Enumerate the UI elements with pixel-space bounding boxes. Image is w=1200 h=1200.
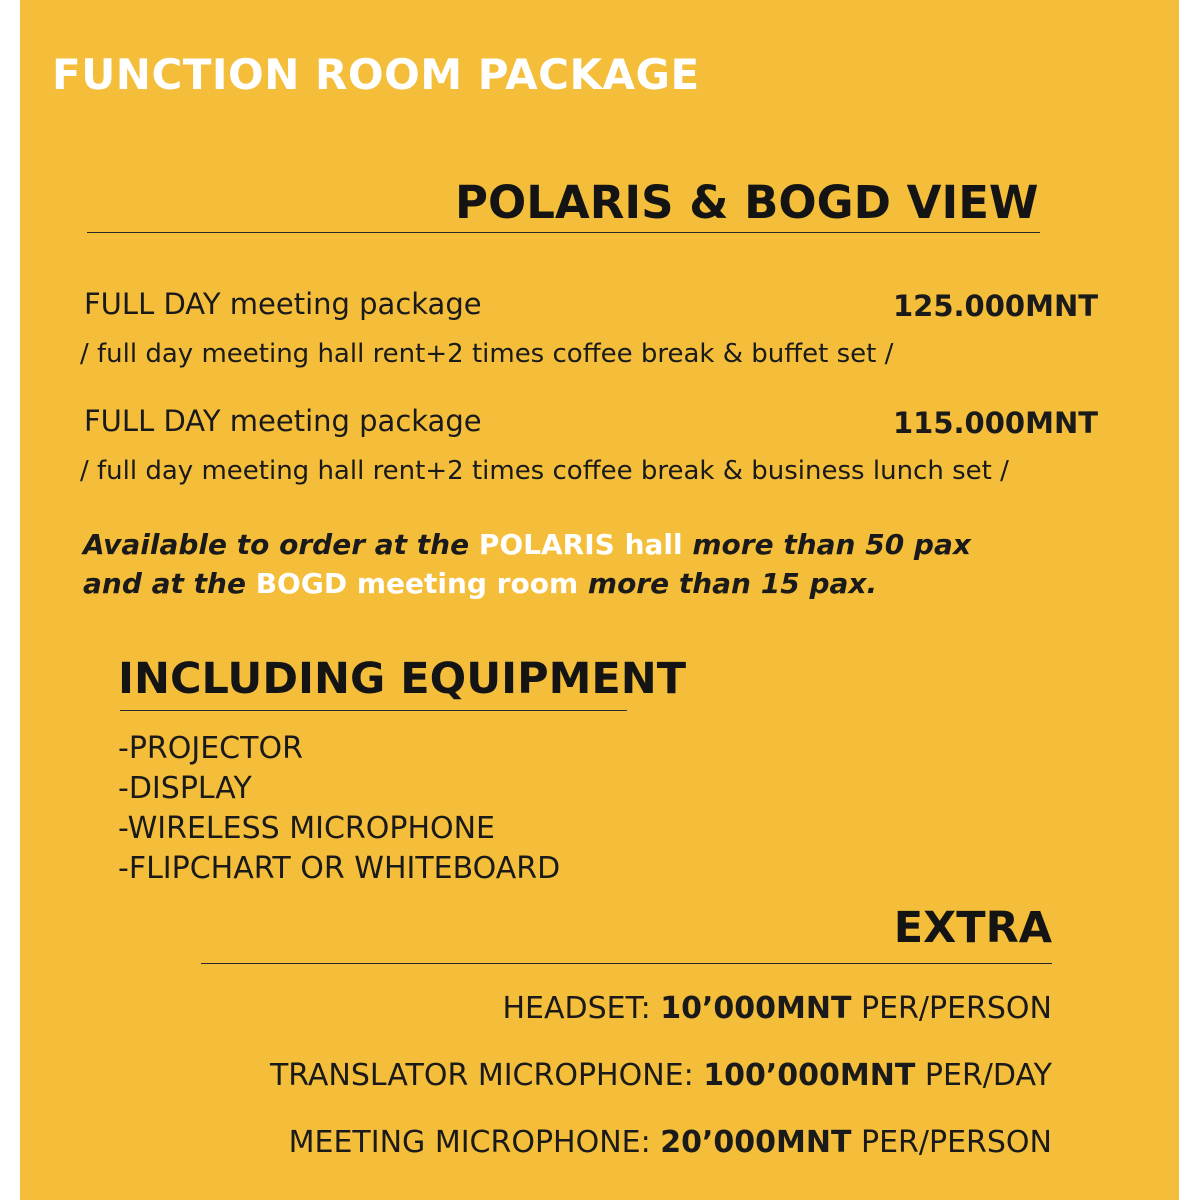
package-description: / full day meeting hall rent+2 times coffee break & business lunch set /: [80, 456, 1009, 486]
extra-divider: [201, 963, 1052, 964]
equipment-item: -FLIPCHART OR WHITEBOARD: [118, 851, 561, 886]
extra-item-unit: PER/PERSON: [851, 991, 1052, 1026]
availability-note-line: [83, 528, 971, 561]
extra-item: [289, 1125, 1052, 1160]
equipment-divider: [120, 710, 627, 711]
extra-item-unit: PER/PERSON: [851, 1125, 1052, 1160]
equipment-item: -DISPLAY: [118, 771, 252, 806]
extra-item-label: TRANSLATOR MICROPHONE:: [269, 1058, 704, 1093]
extra-item-label: HEADSET:: [502, 991, 661, 1026]
availability-text: and at the: [83, 567, 256, 600]
equipment-heading: INCLUDING EQUIPMENT: [118, 654, 687, 704]
venue-divider: [87, 232, 1040, 233]
package-description: / full day meeting hall rent+2 times coffee break & buffet set /: [80, 339, 894, 369]
polaris-hall-highlight: POLARIS hall: [478, 528, 683, 561]
availability-text: more than 15 pax.: [578, 567, 878, 600]
package-price: 115.000MNT: [893, 406, 1098, 440]
extra-item-label: MEETING MICROPHONE:: [288, 1125, 661, 1160]
extra-item-unit: PER/DAY: [915, 1058, 1052, 1093]
extra-item-price: 10’000MNT: [660, 991, 852, 1026]
extra-item-price: 100’000MNT: [703, 1058, 916, 1093]
venue-heading: POLARIS & BOGD VIEW: [455, 176, 1039, 229]
bogd-room-highlight: BOGD meeting room: [255, 567, 579, 600]
package-name: FULL DAY meeting package: [84, 287, 482, 321]
extra-heading: EXTRA: [893, 903, 1052, 953]
equipment-item: -PROJECTOR: [118, 731, 303, 766]
package-price: 125.000MNT: [893, 289, 1098, 323]
availability-text: more than 50 pax: [682, 528, 971, 561]
extra-item: [270, 1058, 1052, 1093]
package-name: FULL DAY meeting package: [84, 404, 482, 438]
page-title: FUNCTION ROOM PACKAGE: [52, 50, 700, 99]
availability-text: Available to order at the: [83, 528, 479, 561]
extra-item: [502, 991, 1052, 1026]
equipment-item: -WIRELESS MICROPHONE: [118, 811, 496, 846]
extra-item-price: 20’000MNT: [660, 1125, 852, 1160]
availability-note-line: [83, 567, 877, 600]
